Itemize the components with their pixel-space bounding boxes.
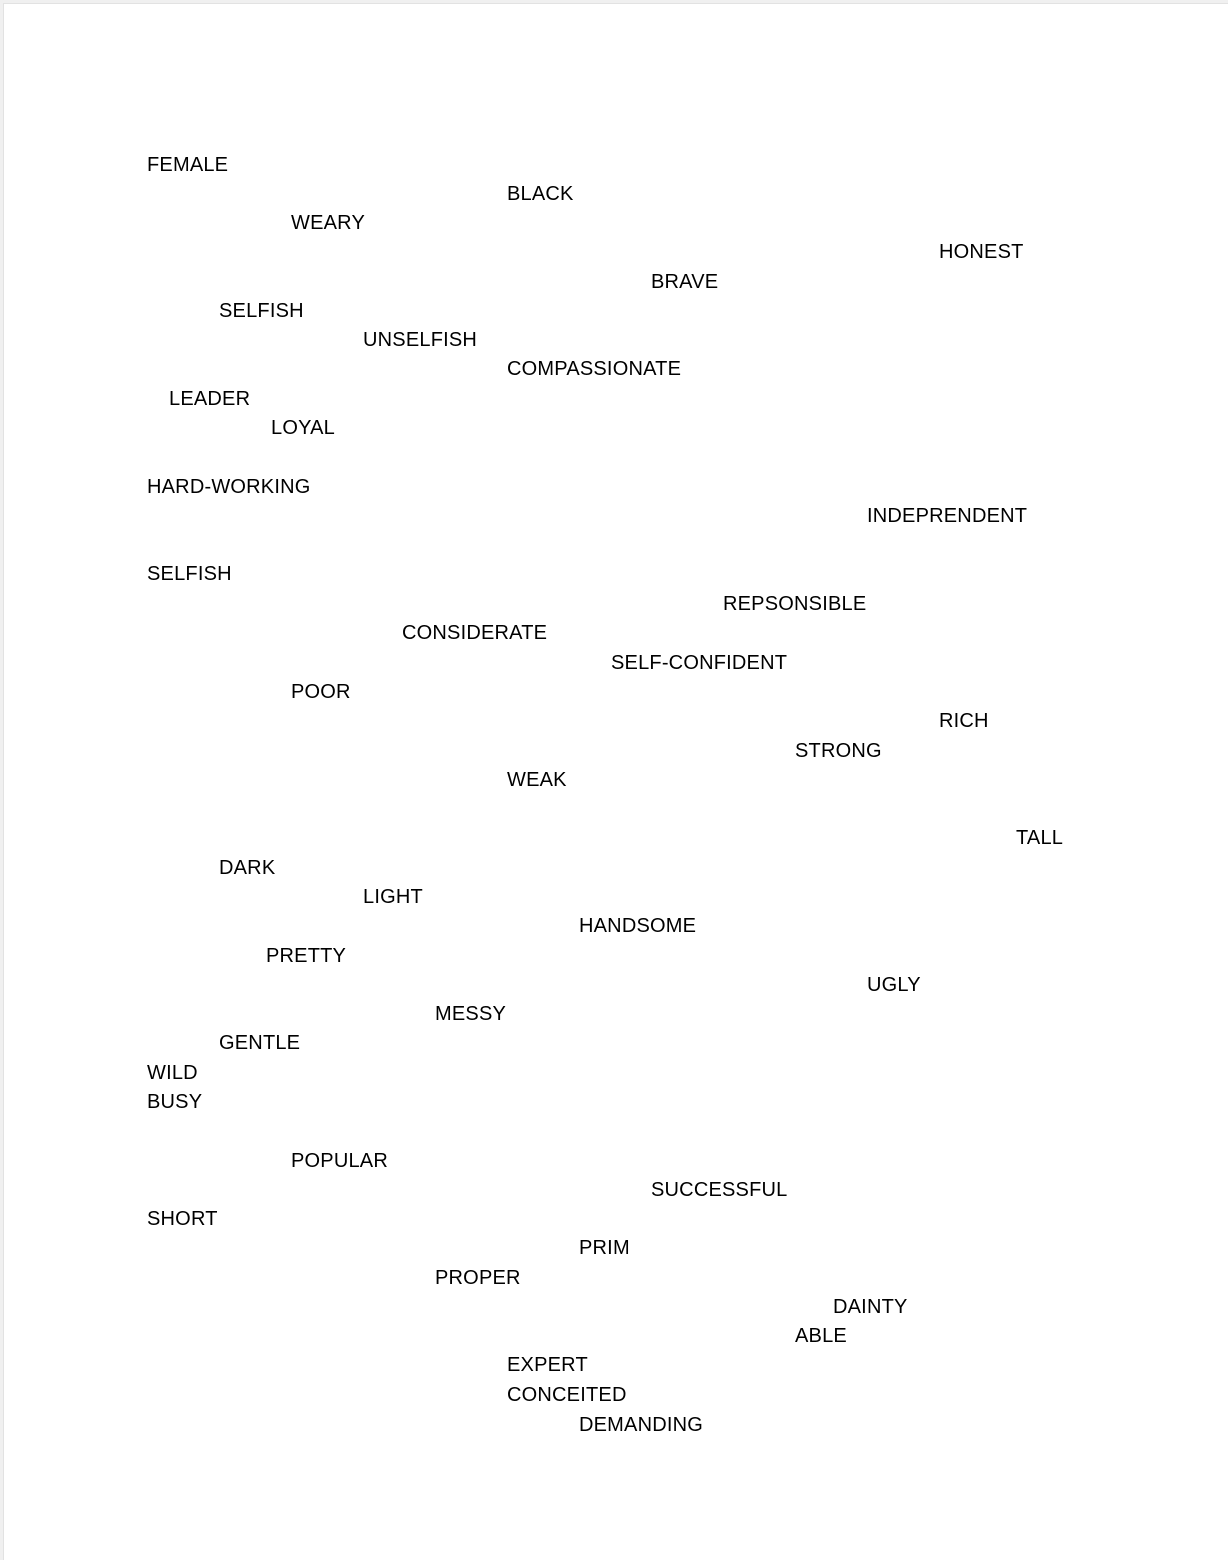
word-loyal: LOYAL [271, 417, 335, 439]
word-selfish: SELFISH [219, 300, 304, 322]
word-handsome: HANDSOME [579, 915, 697, 937]
word-poor: POOR [291, 681, 351, 703]
word-strong: STRONG [795, 740, 882, 762]
word-selfish-2: SELFISH [147, 563, 232, 585]
word-demanding: DEMANDING [579, 1414, 704, 1436]
word-proper: PROPER [435, 1267, 521, 1289]
word-weary: WEARY [291, 212, 365, 234]
word-honest: HONEST [939, 241, 1024, 263]
word-hard-working: HARD-WORKING [147, 476, 311, 498]
word-wild: WILD [147, 1062, 198, 1084]
word-short: SHORT [147, 1208, 218, 1230]
word-weak: WEAK [507, 769, 567, 791]
word-ugly: UGLY [867, 974, 921, 996]
word-indeprendent: INDEPRENDENT [867, 505, 1028, 527]
word-able: ABLE [795, 1325, 847, 1347]
word-female: FEMALE [147, 154, 229, 176]
word-messy: MESSY [435, 1003, 507, 1025]
word-self-confident: SELF-CONFIDENT [611, 652, 788, 674]
word-leader: LEADER [169, 388, 251, 410]
word-black: BLACK [507, 183, 574, 205]
word-dainty: DAINTY [833, 1296, 908, 1318]
word-expert: EXPERT [507, 1354, 588, 1376]
word-tall: TALL [1016, 827, 1064, 849]
word-pretty: PRETTY [266, 945, 347, 967]
word-popular: POPULAR [291, 1150, 388, 1172]
word-compassionate: COMPASSIONATE [507, 358, 682, 380]
word-repsonsible: REPSONSIBLE [723, 593, 867, 615]
word-light: LIGHT [363, 886, 423, 908]
word-unselfish: UNSELFISH [363, 329, 478, 351]
word-dark: DARK [219, 857, 276, 879]
word-conceited: CONCEITED [507, 1384, 627, 1406]
word-successful: SUCCESSFUL [651, 1179, 788, 1201]
word-prim: PRIM [579, 1237, 630, 1259]
word-rich: RICH [939, 710, 989, 732]
word-gentle: GENTLE [219, 1032, 301, 1054]
document-page [3, 3, 1228, 1560]
word-brave: BRAVE [651, 271, 719, 293]
word-considerate: CONSIDERATE [402, 622, 548, 644]
word-busy: BUSY [147, 1091, 203, 1113]
